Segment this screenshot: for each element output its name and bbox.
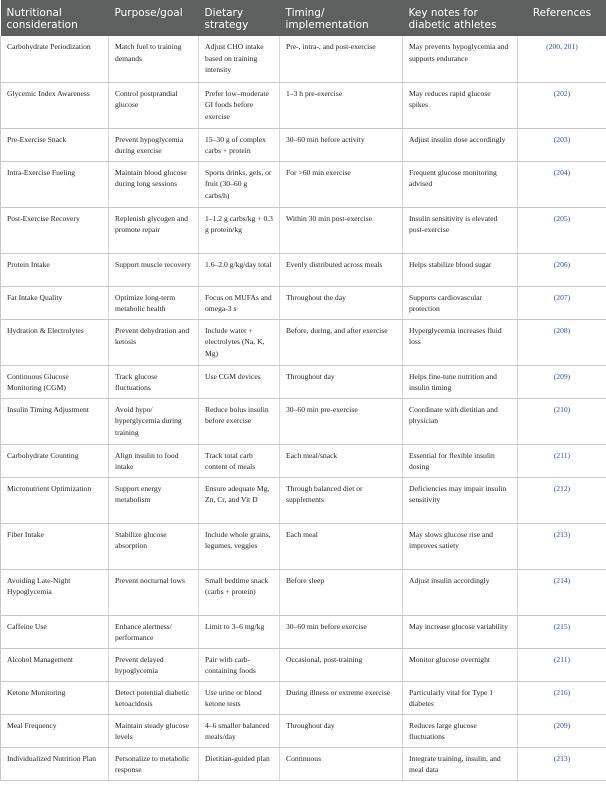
cell-strategy: 4–6 smaller balanced meals/day [199, 714, 280, 747]
cell-timing: Each meal/snack [280, 444, 403, 477]
cell-strategy: Small bedtime snack (carbs + protein) [199, 569, 280, 615]
cell-notes: Reduces large glucose fluctuations [403, 714, 518, 747]
cell-notes: Deficiencies may impair insulin sensitivity [403, 477, 518, 523]
cell-notes: May prevents hypoglycemia and supports endurance [403, 36, 518, 82]
cell-strategy: Ensure adequate Mg, Zn, Cr, and Vit D [199, 477, 280, 523]
cell-timing: For >60 min exercise [280, 161, 403, 207]
cell-purpose: Support energy metabolism [109, 477, 199, 523]
table-row [1, 477, 606, 523]
table-row [1, 681, 606, 714]
cell-consideration: Ketone Monitoring [1, 681, 109, 714]
cell-consideration: Insulin Timing Adjustment [1, 398, 109, 444]
cell-purpose: Track glucose fluctuations [109, 365, 199, 398]
cell-timing: During illness or extreme exercise [280, 681, 403, 714]
cell-notes: Essential for flexible insulin dosing [403, 444, 518, 477]
cell-timing: 1–3 h pre-exercise [280, 82, 403, 128]
cell-timing: Throughout day [280, 714, 403, 747]
cell-purpose: Match fuel to training demands [109, 36, 199, 82]
table-row [1, 714, 606, 747]
cell-purpose: Enhance alertness/ performance [109, 615, 199, 648]
cell-timing: Occasional, post-training [280, 648, 403, 681]
cell-purpose: Replenish glycogen and promote repair [109, 207, 199, 253]
cell-consideration: Individualized Nutrition Plan [1, 747, 109, 780]
table-row [1, 161, 606, 207]
header-purpose-goal: Purpose/goal [109, 0, 199, 36]
table-row [1, 286, 606, 319]
cell-notes: Coordinate with dietitian and physician [403, 398, 518, 444]
cell-timing: Throughout day [280, 365, 403, 398]
cell-strategy: Reduce bolus insulin before exercise [199, 398, 280, 444]
cell-reference: (204) [518, 161, 606, 207]
cell-strategy: Sports drinks, gels, or fruit (30–60 g carbs/h) [199, 161, 280, 207]
header-dietary-strategy: Dietary strategy [199, 0, 280, 36]
cell-timing: Evenly distributed across meals [280, 253, 403, 286]
cell-reference: (213) [518, 747, 606, 780]
cell-strategy: Use urine or blood ketone tests [199, 681, 280, 714]
cell-purpose: Prevent hypoglycemia during exercise [109, 128, 199, 161]
table-row [1, 128, 606, 161]
cell-strategy: 1.6–2.0 g/kg/day total [199, 253, 280, 286]
cell-strategy: Limit to 3–6 mg/kg [199, 615, 280, 648]
cell-consideration: Avoiding Late-Night Hypoglycemia [1, 569, 109, 615]
cell-reference: (205) [518, 207, 606, 253]
cell-purpose: Prevent delayed hypoglycemia [109, 648, 199, 681]
cell-strategy: Adjust CHO intake based on training intensity [199, 36, 280, 82]
cell-strategy: Include whole grains, legumes, veggies [199, 523, 280, 569]
table-header-row [1, 0, 606, 36]
cell-reference: (208) [518, 319, 606, 365]
cell-reference: (209) [518, 714, 606, 747]
cell-timing: Within 30 min post-exercise [280, 207, 403, 253]
cell-purpose: Maintain blood glucose during long sessions [109, 161, 199, 207]
cell-purpose: Stabilize glucose absorption [109, 523, 199, 569]
cell-notes: Helps stabilize blood sugar [403, 253, 518, 286]
cell-strategy: 1–1.2 g carbs/kg + 0.3 g protein/kg [199, 207, 280, 253]
table-row [1, 36, 606, 82]
table-row [1, 747, 606, 780]
table-row [1, 444, 606, 477]
header-key-notes: Key notes for diabetic athletes [403, 0, 518, 36]
cell-consideration: Meal Frequency [1, 714, 109, 747]
cell-consideration: Pre-Exercise Snack [1, 128, 109, 161]
cell-purpose: Prevent nocturnal lows [109, 569, 199, 615]
cell-timing: Continuous [280, 747, 403, 780]
cell-purpose: Control postprandial glucose [109, 82, 199, 128]
cell-purpose: Support muscle recovery [109, 253, 199, 286]
cell-notes: Monitor glucose overnight [403, 648, 518, 681]
cell-reference: (214) [518, 569, 606, 615]
cell-consideration: Glycemic Index Awareness [1, 82, 109, 128]
cell-strategy: Focus on MUFAs and omega-3 s [199, 286, 280, 319]
cell-notes: Particularly vital for Type 1 diabetes [403, 681, 518, 714]
cell-reference: (216) [518, 681, 606, 714]
cell-consideration: Protein Intake [1, 253, 109, 286]
cell-timing: Before sleep [280, 569, 403, 615]
cell-reference: (203) [518, 128, 606, 161]
table-row [1, 398, 606, 444]
table-row [1, 253, 606, 286]
cell-reference: (209) [518, 365, 606, 398]
cell-consideration: Hydration & Electrolytes [1, 319, 109, 365]
cell-notes: Hyperglycemia increases fluid loss [403, 319, 518, 365]
table-row [1, 82, 606, 128]
cell-timing: Each meal [280, 523, 403, 569]
cell-strategy: Pair with carb-containing foods [199, 648, 280, 681]
cell-strategy: 15–30 g of complex carbs + protein [199, 128, 280, 161]
cell-notes: Integrate training, insulin, and meal data [403, 747, 518, 780]
cell-timing: Before, during, and after exercise [280, 319, 403, 365]
cell-strategy: Track total carb content of meals [199, 444, 280, 477]
cell-notes: Adjust insulin dose accordingly [403, 128, 518, 161]
cell-purpose: Prevent dehydration and ketosis [109, 319, 199, 365]
header-timing-implementation: Timing/ implementation [280, 0, 403, 36]
header-references: References [518, 0, 606, 36]
cell-reference: (202) [518, 82, 606, 128]
cell-purpose: Align insulin to food intake [109, 444, 199, 477]
cell-reference: (213) [518, 523, 606, 569]
cell-consideration: Carbohydrate Counting [1, 444, 109, 477]
cell-notes: May increase glucose variability [403, 615, 518, 648]
table-row [1, 569, 606, 615]
cell-notes: Frequent glucose monitoring advised [403, 161, 518, 207]
cell-reference: (207) [518, 286, 606, 319]
cell-notes: Supports cardiovascular protection [403, 286, 518, 319]
cell-reference: (212) [518, 477, 606, 523]
cell-notes: May reduces rapid glucose spikes [403, 82, 518, 128]
cell-notes: Insulin sensitivity is elevated post-exercise [403, 207, 518, 253]
cell-consideration: Alcohol Management [1, 648, 109, 681]
cell-purpose: Personalize to metabolic response [109, 747, 199, 780]
cell-purpose: Maintain steady glucose levels [109, 714, 199, 747]
table-row [1, 615, 606, 648]
cell-notes: May slows glucose rise and improves satiety [403, 523, 518, 569]
cell-consideration: Fat Intake Quality [1, 286, 109, 319]
cell-timing: Throughout the day [280, 286, 403, 319]
cell-consideration: Intra-Exercise Fueling [1, 161, 109, 207]
table-row [1, 319, 606, 365]
cell-timing: 30–60 min before activity [280, 128, 403, 161]
cell-reference: (211) [518, 648, 606, 681]
cell-consideration: Micronutrient Optimization [1, 477, 109, 523]
cell-purpose: Avoid hypo/ hyperglycemia during training [109, 398, 199, 444]
cell-notes: Helps fine-tune nutrition and insulin timing [403, 365, 518, 398]
cell-purpose: Optimize long-term metabolic health [109, 286, 199, 319]
cell-timing: Pre-, intra-, and post-exercise [280, 36, 403, 82]
cell-strategy: Include water + electrolytes (Na, K, Mg) [199, 319, 280, 365]
table-row [1, 365, 606, 398]
cell-reference: (200, 201) [518, 36, 606, 82]
cell-consideration: Fiber Intake [1, 523, 109, 569]
cell-timing: 30–60 min before exercise [280, 615, 403, 648]
cell-strategy: Use CGM devices [199, 365, 280, 398]
cell-reference: (210) [518, 398, 606, 444]
table-row [1, 523, 606, 569]
cell-strategy: Dietitian-guided plan [199, 747, 280, 780]
cell-strategy: Prefer low–moderate GI foods before exercise [199, 82, 280, 128]
cell-consideration: Caffeine Use [1, 615, 109, 648]
cell-timing: Through balanced diet or supplements [280, 477, 403, 523]
cell-timing: 30–60 min pre-exercise [280, 398, 403, 444]
table-row [1, 648, 606, 681]
table-row [1, 207, 606, 253]
header-nutritional-consideration: Nutritional consideration [1, 0, 109, 36]
cell-reference: (211) [518, 444, 606, 477]
cell-notes: Adjust insulin accordingly [403, 569, 518, 615]
cell-reference: (215) [518, 615, 606, 648]
cell-consideration: Continuous Glucose Monitoring (CGM) [1, 365, 109, 398]
cell-consideration: Post-Exercise Recovery [1, 207, 109, 253]
cell-consideration: Carbohydrate Periodization [1, 36, 109, 82]
cell-purpose: Detect potential diabetic ketoacidosis [109, 681, 199, 714]
cell-reference: (206) [518, 253, 606, 286]
